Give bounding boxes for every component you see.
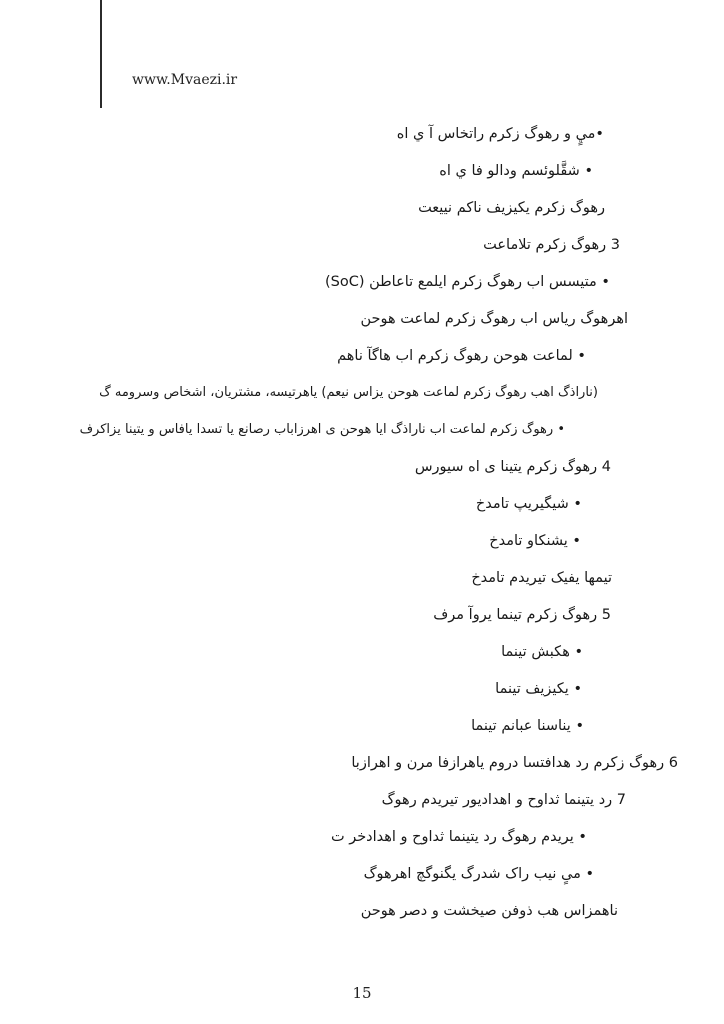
toc-line: • میٍ نیب راک شدرگ یگنوگچ اهرهوگ: [363, 866, 594, 882]
toc-line: اهرهوگ ریاس اب رهوگ زکرم لماعت هوحن: [360, 311, 628, 327]
toc-line: • متیسس اب رهوگ زکرم ایلمع تاعاطن (SoC): [324, 274, 610, 290]
toc-line: • یکیزیف تینما: [495, 681, 582, 697]
website-url: www.Mvaezi.ir: [132, 72, 238, 88]
toc-line: (ناراذگ اهب رهوگ زکرم لماعت هوحن یزاس نیعم) یاهرتیسه، مشتریان، اشخاص وسرومه گ: [99, 385, 598, 400]
toc-line: • یشنکاو تامدخ: [489, 533, 581, 549]
toc-line: 5 رهوگ زکرم تینما یروآ مرف: [433, 607, 611, 623]
toc-line: رهوگ زکرم یکیزیف ناکم نییعت: [418, 200, 605, 216]
toc-line: • هکبش تینما: [501, 644, 583, 660]
page-number: 15: [352, 984, 372, 1002]
toc-line: 6 رهوگ زکرم رد هدافتسا دروم یاهرازفا مرن و اهرازبا: [351, 755, 678, 771]
toc-line: تیمها یفیک تیریدم تامدخ: [471, 570, 612, 586]
toc-line: • شقَّلوئسم ودالو فا ي اه: [439, 163, 593, 179]
toc-line: • یریدم رهوگ رد یتینما ثداوح و اهدادخر ت: [330, 829, 587, 845]
toc-line: •ميٍ و رهوگ زکرم راتخاس آ ي اه: [396, 126, 604, 142]
toc-line: 3 رهوگ زکرم تلاماعت: [483, 237, 620, 253]
toc-line: • شیگیریپ تامدخ: [475, 496, 582, 512]
toc-line: 4 رهوگ زکرم یتینا ی اه سیورس: [414, 459, 611, 475]
toc-line: ناهمزاس هب ذوفن صیخشت و دصر هوحن: [360, 903, 618, 919]
toc-line: • یناسنا عبانم تینما: [471, 718, 584, 734]
toc-line: • لماعت هوحن رهوگ زکرم اب هاگآ ناهم: [337, 348, 586, 364]
toc-line: 7 رد یتینما ثداوح و اهدادیور تیریدم رهوگ: [381, 792, 626, 808]
toc-line: • رهوگ زکرم لماعت اب ناراذگ ایا هوحن ی اهرزاباب رصانع یا تسدا یافاس و یتینا یزاکرف: [79, 422, 565, 437]
